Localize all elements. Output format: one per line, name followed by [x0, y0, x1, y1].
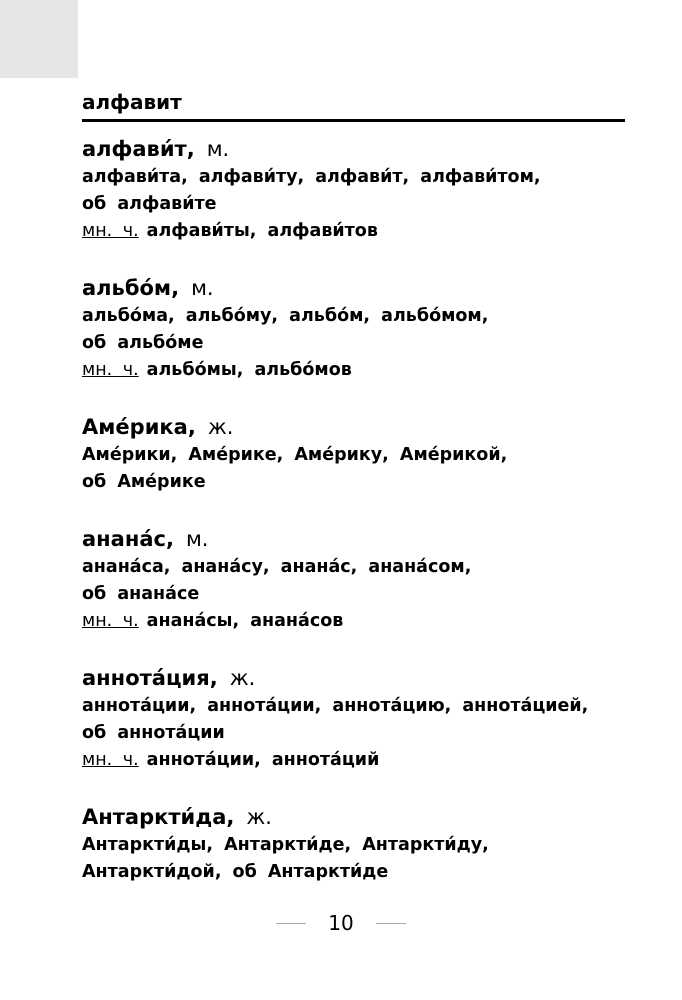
- case-forms-line: Аме́рики, Аме́рике, Аме́рику, Аме́рикой,: [82, 445, 508, 465]
- entry: [82, 663, 642, 774]
- headword: альбо́м,: [82, 276, 180, 300]
- plural-forms: анана́сы, анана́сов: [146, 611, 344, 631]
- gender-label: м.: [206, 137, 230, 161]
- case-forms-line: анана́са, анана́су, анана́с, анана́сом,: [82, 557, 472, 577]
- headword: аннота́ция,: [82, 666, 218, 690]
- dictionary-entries: [82, 134, 642, 914]
- case-forms-line: об Аме́рике: [82, 472, 206, 492]
- entry: [82, 412, 642, 496]
- footer-dash-left: [276, 923, 306, 924]
- page-number: 10: [328, 911, 354, 935]
- entry: [82, 802, 642, 886]
- headword: анана́с,: [82, 527, 174, 551]
- headword: Аме́рика,: [82, 415, 196, 439]
- plural-forms: альбо́мы, альбо́мов: [146, 360, 352, 380]
- plural-label: мн. ч.: [82, 750, 139, 770]
- case-forms-line: об анана́се: [82, 584, 200, 604]
- plural-line: [82, 747, 642, 774]
- gender-label: ж.: [246, 805, 272, 829]
- gender-label: м.: [185, 527, 209, 551]
- case-forms-line: алфави́та, алфави́ту, алфави́т, алфави́том,: [82, 167, 541, 187]
- corner-tab: [0, 0, 78, 78]
- footer-dash-right: [376, 923, 406, 924]
- plural-label: мн. ч.: [82, 360, 139, 380]
- entry: [82, 134, 642, 245]
- plural-forms: алфави́ты, алфави́тов: [146, 221, 378, 241]
- plural-line: [82, 218, 642, 245]
- entry: [82, 273, 642, 384]
- gender-label: ж.: [207, 415, 234, 439]
- case-forms-line: об аннота́ции: [82, 723, 225, 743]
- entry: [82, 524, 642, 635]
- plural-label: мн. ч.: [82, 611, 139, 631]
- page-footer: [0, 908, 682, 938]
- plural-label: мн. ч.: [82, 221, 139, 241]
- gender-label: м.: [191, 276, 214, 300]
- case-forms-line: Антаркти́дой, об Антаркти́де: [82, 862, 389, 882]
- case-forms-line: об альбо́ме: [82, 333, 204, 353]
- plural-forms: аннота́ции, аннота́ций: [146, 750, 380, 770]
- plural-line: [82, 608, 642, 635]
- headword: Антаркти́да,: [82, 805, 235, 829]
- plural-line: [82, 357, 642, 384]
- case-forms-line: об алфави́те: [82, 194, 217, 214]
- gender-label: ж.: [229, 666, 256, 690]
- case-forms-line: Антаркти́ды, Антаркти́де, Антаркти́ду,: [82, 835, 489, 855]
- header-rule: [82, 119, 625, 122]
- running-header: алфавит: [82, 90, 182, 114]
- case-forms-line: альбо́ма, альбо́му, альбо́м, альбо́мом,: [82, 306, 489, 326]
- headword: алфави́т,: [82, 137, 195, 161]
- case-forms-line: аннота́ции, аннота́ции, аннота́цию, аннота́цией,: [82, 696, 589, 716]
